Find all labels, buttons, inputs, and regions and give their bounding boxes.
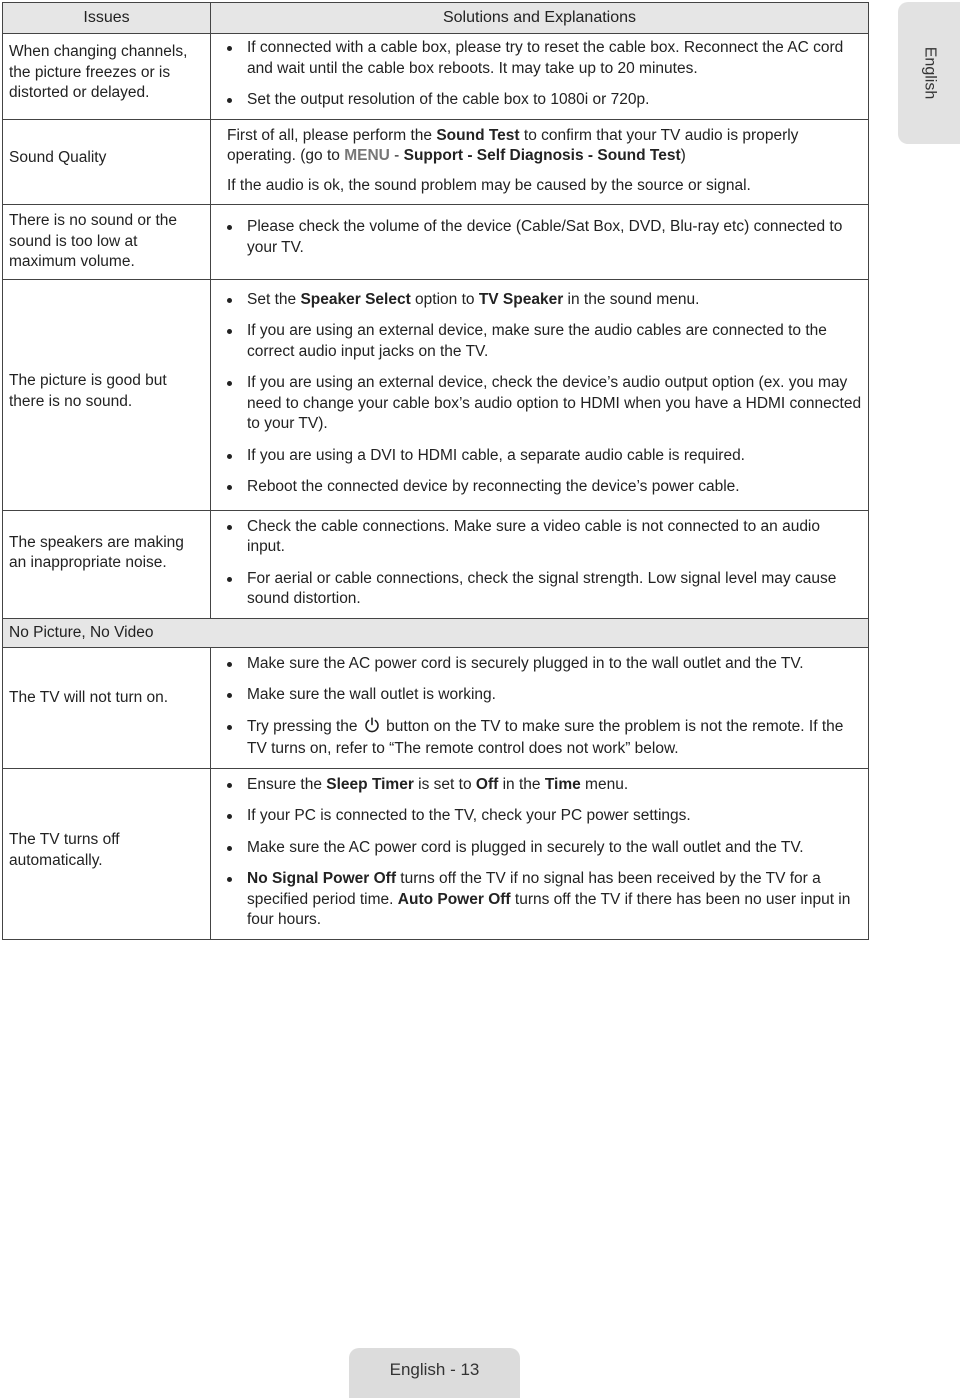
solution-cell <box>211 34 869 120</box>
solution-list <box>217 38 862 111</box>
issues-header: Issues <box>3 3 211 34</box>
table-row <box>3 647 869 768</box>
text: Ensure the <box>247 775 327 793</box>
list-item: If you are using an external device, make sure the audio cables are connected to the correct audio input jacks on the TV. <box>217 321 862 362</box>
issue-cell: Sound Quality <box>3 119 211 205</box>
text: option to <box>410 290 479 308</box>
solution-list <box>217 775 862 931</box>
power-icon <box>364 717 380 740</box>
text: Try pressing the <box>247 717 362 735</box>
solution-list <box>217 517 862 610</box>
list-item <box>217 290 862 311</box>
list-item: If your PC is connected to the TV, check your PC power settings. <box>217 806 862 827</box>
speaker-select-label: Speaker Select <box>300 290 411 308</box>
time-label: Time <box>544 775 581 793</box>
list-item <box>217 775 862 796</box>
text: in the <box>498 775 545 793</box>
table-row <box>3 279 869 510</box>
table-row <box>3 768 869 939</box>
text: is set to <box>413 775 476 793</box>
list-item: Make sure the AC power cord is plugged in securely to the wall outlet and the TV. <box>217 838 862 859</box>
sleep-timer-label: Sleep Timer <box>326 775 414 793</box>
table-row <box>3 119 869 205</box>
solution-cell <box>211 205 869 280</box>
menu-label: MENU <box>344 147 390 164</box>
table-row <box>3 510 869 618</box>
issue-cell: The picture is good but there is no sound. <box>3 279 211 510</box>
troubleshooting-table <box>2 2 869 940</box>
list-item: If you are using an external device, check the device’s audio output option (ex. you may need to change your cable box’s audio option to HDMI when you have a HDMI connected to your TV). <box>217 373 862 435</box>
list-item: Make sure the wall outlet is working. <box>217 685 862 706</box>
issue-cell: There is no sound or the sound is too low at maximum volume. <box>3 205 211 280</box>
list-item: If you are using a DVI to HDMI cable, a separate audio cable is required. <box>217 446 862 467</box>
no-signal-power-off-label: No Signal Power Off <box>247 870 396 887</box>
text: First of all, please perform the <box>227 126 437 144</box>
section-title: No Picture, No Video <box>3 618 869 647</box>
sound-test-paragraph <box>217 126 862 167</box>
text: in the sound menu. <box>563 290 700 308</box>
menu-path: Support - Self Diagnosis - Sound Test <box>403 147 681 164</box>
text: - <box>389 147 404 164</box>
text: ) <box>680 147 686 164</box>
table-header-row <box>3 3 869 34</box>
list-item: Please check the volume of the device (Cable/Sat Box, DVD, Blu-ray etc) connected to your TV. <box>217 217 862 258</box>
list-item: Set the output resolution of the cable box to 1080i or 720p. <box>217 90 862 111</box>
text: turns off the TV if there has been no user input in four hours. <box>247 890 851 928</box>
solution-list <box>217 290 862 498</box>
solution-cell <box>211 510 869 618</box>
auto-power-off-label: Auto Power Off <box>397 890 511 908</box>
solution-cell <box>211 279 869 510</box>
text: Set the <box>247 290 301 308</box>
solutions-header: Solutions and Explanations <box>211 3 869 34</box>
list-item: For aerial or cable connections, check the signal strength. Low signal level may cause sound distortion. <box>217 569 862 610</box>
language-label: English <box>921 46 939 100</box>
table-row <box>3 205 869 280</box>
issue-cell: The TV will not turn on. <box>3 647 211 768</box>
issue-cell: When changing channels, the picture freezes or is distorted or delayed. <box>3 34 211 120</box>
solution-list <box>217 654 862 760</box>
text: turns off the TV if no signal has been received by the TV for a specified period time. <box>247 870 821 908</box>
source-signal-paragraph: If the audio is ok, the sound problem may be caused by the source or signal. <box>227 176 751 194</box>
list-item: If connected with a cable box, please try to reset the cable box. Reconnect the AC cord and wait until the cable box reboots. It may take up to 20 minutes. <box>217 38 862 79</box>
sound-test-label: Sound Test <box>436 126 520 144</box>
list-item: Reboot the connected device by reconnecting the device’s power cable. <box>217 477 862 498</box>
solution-list <box>217 217 862 258</box>
section-row <box>3 618 869 647</box>
off-label: Off <box>475 775 499 793</box>
list-item: Make sure the AC power cord is securely plugged in to the wall outlet and the TV. <box>217 654 862 675</box>
page-number-footer: English - 13 <box>349 1348 520 1398</box>
text: to confirm that your TV audio is properly operating. (go to <box>227 126 799 164</box>
issue-cell: The TV turns off automatically. <box>3 768 211 939</box>
solution-cell <box>211 119 869 205</box>
tv-speaker-label: TV Speaker <box>478 290 564 308</box>
solution-cell <box>211 647 869 768</box>
text: menu. <box>580 775 629 793</box>
issue-cell: The speakers are making an inappropriate noise. <box>3 510 211 618</box>
text: button on the TV to make sure the problem is not the remote. If the TV turns on, refer to “The remote control does not work” below. <box>247 717 844 757</box>
list-item: Check the cable connections. Make sure a video cable is not connected to an audio input. <box>217 517 862 558</box>
list-item <box>217 869 862 931</box>
language-side-tab <box>898 2 960 144</box>
list-item <box>217 717 862 760</box>
solution-cell <box>211 768 869 939</box>
table-row <box>3 34 869 120</box>
